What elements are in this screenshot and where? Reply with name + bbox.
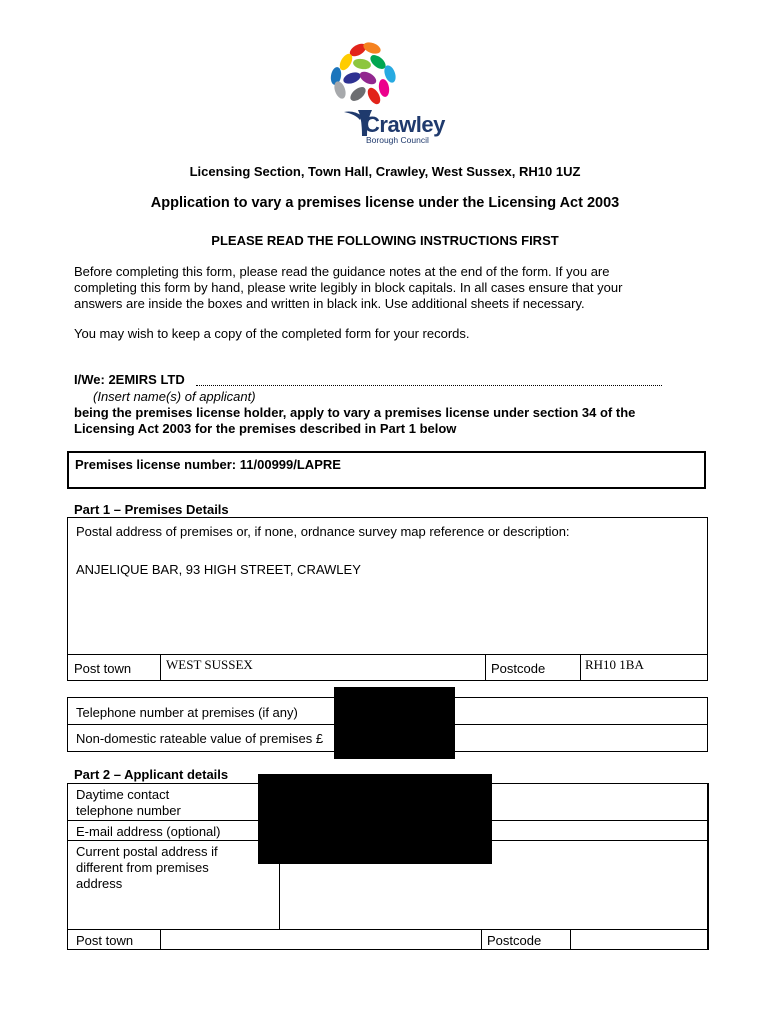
council-logo: [300, 40, 460, 145]
logo-leaf: [362, 40, 382, 56]
applicant-prefix: I/We:: [74, 372, 109, 387]
council-address: Licensing Section, Town Hall, Crawley, West Sussex, RH10 1UZ: [189, 164, 581, 179]
logo-leaf: [378, 78, 391, 97]
license-number-box[interactable]: [67, 451, 706, 489]
applicant-postcode-field[interactable]: [570, 929, 709, 950]
premises-postcode-value: RH10 1BA: [585, 657, 644, 672]
applicant-line: [74, 372, 185, 387]
daytime-phone-label-line-1: Daytime contact: [76, 787, 170, 802]
redaction-block-1: [334, 687, 455, 759]
instructions-line-3: answers are inside the boxes and written in black ink. Use additional sheets if necessary.: [74, 296, 585, 311]
applicant-post-town-label: Post town: [76, 933, 134, 948]
part2-heading: Part 2 – Applicant details: [74, 767, 229, 782]
applicant-postcode-label-cell: [481, 929, 571, 950]
instructions-line-2: completing this form by hand, please write legibly in block capitals. In all cases ensure that your: [74, 280, 623, 295]
copy-note: You may wish to keep a copy of the completed form for your records.: [74, 326, 470, 341]
redaction-block-2: [258, 774, 492, 864]
statement-line-2: Licensing Act 2003 for the premises described in Part 1 below: [74, 421, 457, 436]
applicant-post-town-label-cell: [67, 929, 161, 950]
current-address-label-cell: [67, 840, 280, 930]
applicant-post-town-field[interactable]: [160, 929, 482, 950]
applicant-name: 2EMIRS LTD: [108, 372, 185, 387]
premises-postcode-field[interactable]: [580, 654, 707, 680]
email-label: E-mail address (optional): [76, 824, 221, 839]
license-number-label: Premises license number:: [75, 457, 240, 472]
daytime-phone-label-cell: [67, 783, 280, 821]
applicant-postcode-label: Postcode: [487, 933, 542, 948]
premises-post-town-label: Post town: [74, 661, 132, 676]
logo-subtitle: Borough Council: [366, 135, 429, 145]
license-number: [75, 457, 341, 472]
applicant-hint: (Insert name(s) of applicant): [93, 389, 256, 404]
part1-heading: Part 1 – Premises Details: [74, 502, 229, 517]
rateable-value-label: Non-domestic rateable value of premises £: [76, 731, 324, 746]
premises-postcode-label-cell: [485, 654, 581, 680]
premises-address-label: Postal address of premises or, if none, ordnance survey map reference or description:: [76, 524, 570, 539]
email-label-cell: [67, 820, 280, 841]
premises-post-town-field[interactable]: [160, 654, 486, 680]
logo-leaf: [352, 58, 371, 71]
instructions-heading: PLEASE READ THE FOLLOWING INSTRUCTIONS FIRST: [211, 233, 559, 248]
premises-post-town-value: WEST SUSSEX: [166, 657, 253, 672]
premises-telephone-label: Telephone number at premises (if any): [76, 705, 298, 720]
daytime-phone-label-line-2: telephone number: [76, 803, 181, 818]
premises-address-box[interactable]: [67, 517, 708, 681]
form-title: Application to vary a premises license under the Licensing Act 2003: [150, 195, 620, 211]
premises-post-town-label-cell: [68, 654, 161, 680]
logo-name: Crawley: [364, 112, 445, 137]
logo-leaf: [358, 69, 379, 87]
current-address-label-line-2: different from premises: [76, 860, 209, 875]
instructions-line-1: Before completing this form, please read the guidance notes at the end of the form. If you are: [74, 264, 610, 279]
license-number-value: 11/00999/LAPRE: [239, 457, 341, 472]
logo-leaf: [348, 84, 368, 103]
applicant-dotted-line: [196, 385, 662, 386]
statement-line-1: being the premises license holder, apply to vary a premises license under section 34 of the: [74, 405, 636, 420]
logo-leaf: [342, 70, 362, 86]
premises-postcode-label: Postcode: [491, 661, 546, 676]
current-address-label-line-1: Current postal address if: [76, 844, 218, 859]
premises-address-value: ANJELIQUE BAR, 93 HIGH STREET, CRAWLEY: [76, 562, 361, 577]
current-address-label-line-3: address: [76, 876, 123, 891]
